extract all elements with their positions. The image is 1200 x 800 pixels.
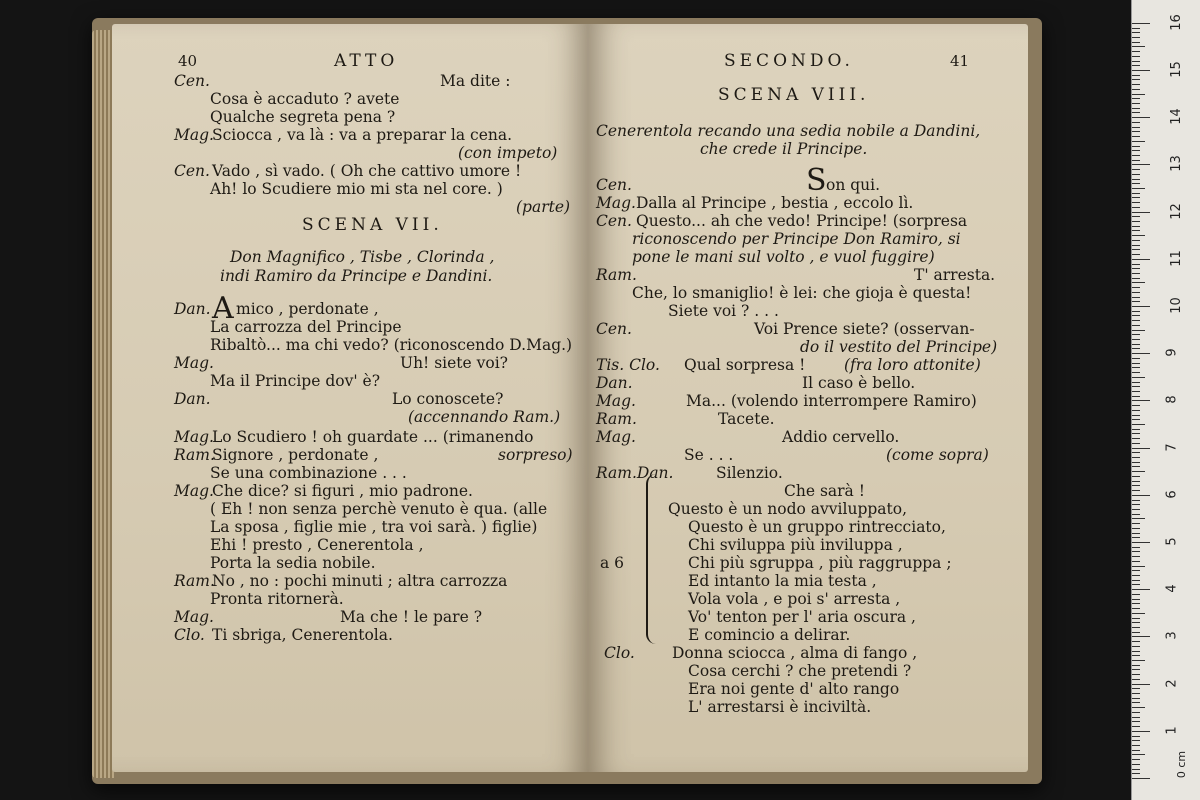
text-line: Ram. (174, 572, 215, 590)
ruler-tick (1132, 410, 1140, 411)
ruler-tick (1132, 726, 1140, 727)
ruler-tick (1132, 207, 1140, 208)
ruler-tick (1132, 188, 1145, 189)
ruler-tick (1132, 386, 1140, 387)
ruler-tick (1132, 32, 1140, 33)
text-line: Tis. Clo. (596, 356, 660, 374)
ruler-tick (1132, 622, 1140, 623)
ensemble-brace (646, 474, 660, 644)
text-line: (accennando Ram.) (408, 408, 561, 426)
text-line: Donna sciocca , alma di fango , (672, 644, 918, 662)
ruler-tick (1132, 183, 1140, 184)
text-line: No , no : pochi minuti ; altra carrozza (212, 572, 508, 590)
ruler-tick (1132, 448, 1150, 449)
ruler-tick (1132, 500, 1140, 501)
ruler-tick (1132, 315, 1140, 316)
ruler-tick (1132, 698, 1140, 699)
ruler-tick (1132, 580, 1140, 581)
ruler-tick (1132, 773, 1140, 774)
ruler-tick (1132, 721, 1140, 722)
ruler-number: 15 (1168, 61, 1184, 78)
text-line: sorpreso) (498, 446, 573, 464)
text-line: Mag. (174, 482, 214, 500)
text-line: Mag. (596, 428, 636, 446)
text-line: Cosa è accaduto ? avete (210, 90, 400, 108)
text-line: Chi più sgruppa , più raggruppa ; (688, 554, 952, 572)
ruler-tick (1132, 353, 1150, 354)
ruler-number: 6 (1164, 490, 1180, 499)
ruler-tick (1132, 367, 1140, 368)
ruler-tick (1132, 636, 1150, 637)
text-line: Cen. (596, 176, 632, 194)
text-line: (parte) (516, 198, 571, 216)
text-line: S (806, 163, 827, 198)
ruler-number: 12 (1168, 202, 1184, 220)
text-line: Se . . . (684, 446, 734, 464)
ruler-tick (1132, 174, 1140, 175)
book-page-edges (92, 30, 114, 778)
ruler-tick (1132, 136, 1140, 137)
text-line: Se una combinazione . . . (210, 464, 407, 482)
ruler-tick (1132, 334, 1140, 335)
ruler-tick (1132, 443, 1140, 444)
ruler-tick (1132, 438, 1140, 439)
ruler-tick (1132, 240, 1140, 241)
text-line: (come sopra) (886, 446, 989, 464)
text-line: Don Magnifico , Tisbe , Clorinda , (230, 248, 495, 266)
ruler-tick (1132, 28, 1140, 29)
text-line: Qualche segreta pena ? (210, 108, 396, 126)
ruler-tick (1132, 745, 1140, 746)
ruler-number: 10 (1168, 297, 1184, 314)
ruler-tick (1132, 42, 1140, 43)
text-line: indi Ramiro da Principe e Dandini. (220, 267, 493, 285)
ruler-tick (1132, 226, 1140, 227)
text-line: Sciocca , va là : va a preparar la cena. (212, 126, 513, 144)
ruler-tick (1132, 740, 1140, 741)
text-line: Mag. (174, 608, 214, 626)
ruler-tick (1132, 419, 1140, 420)
text-line: Qual sorpresa ! (684, 356, 806, 374)
ruler-number: 8 (1164, 395, 1180, 405)
text-line: on qui. (826, 176, 881, 194)
ruler-tick (1132, 660, 1145, 661)
text-line: Ma che ! le pare ? (340, 608, 482, 626)
text-line: ( Eh ! non senza perchè venuto è qua. (alle (210, 500, 548, 518)
ruler-tick (1132, 523, 1140, 524)
text-line: Ram. (596, 266, 637, 284)
text-line: Ram. (596, 410, 637, 428)
text-line: Voi Prence siete? (osservan- (754, 320, 975, 338)
text-line: Ram.Dan. (596, 464, 674, 482)
text-line: Dan. (596, 374, 633, 392)
ruler-number: 5 (1164, 537, 1180, 546)
text-line: Questo è un gruppo rintrecciato, (688, 518, 946, 536)
text-line: Vola vola , e poi s' arresta , (688, 590, 901, 608)
ruler-tick (1132, 561, 1140, 562)
ruler-tick (1132, 61, 1140, 62)
ruler-tick (1132, 702, 1140, 703)
ruler-tick (1132, 197, 1140, 198)
text-line: Che, lo smaniglio! è lei: che gioja è questa! (632, 284, 972, 302)
ruler-tick (1132, 84, 1140, 85)
ruler-tick (1132, 306, 1150, 307)
ruler-number: 4 (1164, 584, 1180, 593)
ruler-tick (1132, 259, 1150, 260)
text-line: Cen. (596, 212, 632, 230)
ruler-tick (1132, 396, 1140, 397)
ruler-number: 7 (1164, 442, 1180, 452)
ruler-tick (1132, 268, 1140, 269)
left-page-number: 40 (178, 52, 198, 70)
ruler-tick (1132, 330, 1145, 331)
ruler-tick (1132, 542, 1150, 543)
ruler-tick (1132, 688, 1140, 689)
right-page-number: 41 (950, 52, 970, 70)
ruler-tick (1132, 509, 1140, 510)
ruler-tick (1132, 344, 1140, 345)
ruler-tick (1132, 311, 1140, 312)
text-line: Ma il Principe dov' è? (210, 372, 381, 390)
ruler-number: 3 (1164, 631, 1180, 641)
ruler-tick (1132, 127, 1140, 128)
ruler-tick (1132, 547, 1140, 548)
ruler-tick (1132, 221, 1140, 222)
ruler-tick (1132, 481, 1140, 482)
ruler-tick (1132, 320, 1140, 321)
ruler-tick (1132, 391, 1140, 392)
text-line: (fra loro attonite) (844, 356, 981, 374)
ruler-tick (1132, 75, 1140, 76)
ruler-tick (1132, 146, 1140, 147)
text-line: Questo... ah che vedo! Principe! (sorpresa (636, 212, 968, 230)
ruler-tick (1132, 202, 1140, 203)
ruler-tick (1132, 575, 1140, 576)
ruler-number: 14 (1168, 108, 1184, 125)
ruler-tick (1132, 618, 1140, 619)
text-line: Mag. (174, 428, 214, 446)
text-line: Mag. (174, 354, 214, 372)
text-line: T' arresta. (914, 266, 996, 284)
ruler-tick (1132, 230, 1140, 231)
ruler-tick (1132, 603, 1140, 604)
text-line: Clo. (604, 644, 635, 662)
text-line: Lo conoscete? (392, 390, 504, 408)
ruler-tick (1132, 669, 1140, 670)
text-line: Che dice? si figuri , mio padrone. (212, 482, 473, 500)
ruler-tick (1132, 65, 1140, 66)
ruler-tick (1132, 556, 1140, 557)
ruler-tick (1132, 155, 1140, 156)
text-line: La sposa , figlie mie , tra voi sarà. ) figlie) (210, 518, 538, 536)
ruler-tick (1132, 372, 1140, 373)
text-line: Cenerentola recando una sedia nobile a Dandini, (596, 122, 981, 140)
ruler-tick (1132, 457, 1140, 458)
text-line: che crede il Principe. (700, 140, 868, 158)
ruler-tick (1132, 23, 1150, 24)
ruler-tick (1132, 528, 1140, 529)
ruler-tick (1132, 537, 1140, 538)
ruler-tick (1132, 103, 1140, 104)
text-line: L' arrestarsi è inciviltà. (688, 698, 872, 716)
ruler-tick (1132, 37, 1140, 38)
ruler-tick (1132, 533, 1140, 534)
ruler-tick (1132, 287, 1140, 288)
text-line: Ma... (volendo interrompere Ramiro) (686, 392, 977, 410)
ruler-tick (1132, 589, 1150, 590)
ruler-tick (1132, 750, 1140, 751)
ruler-number: 2 (1164, 678, 1180, 688)
text-line: a 6 (600, 554, 625, 572)
text-line: A (212, 291, 234, 326)
text-line: do il vestito del Principe) (800, 338, 998, 356)
ruler-tick (1132, 471, 1145, 472)
text-line: Dan. (174, 300, 211, 318)
measuring-ruler (1131, 0, 1200, 800)
text-line: Vo' tenton per l' aria oscura , (688, 608, 916, 626)
ruler-tick (1132, 466, 1140, 467)
ruler-tick (1132, 150, 1140, 151)
ruler-tick (1132, 518, 1145, 519)
ruler-tick (1132, 363, 1140, 364)
ruler-tick (1132, 160, 1140, 161)
ruler-tick (1132, 282, 1145, 283)
ruler-tick (1132, 584, 1140, 585)
ruler-tick (1132, 736, 1140, 737)
ruler-tick (1132, 674, 1140, 675)
ruler-tick (1132, 415, 1140, 416)
text-line: Ed intanto la mia testa , (688, 572, 877, 590)
ruler-tick (1132, 490, 1140, 491)
ruler-tick (1132, 70, 1150, 71)
text-line: Addio cervello. (782, 428, 900, 446)
text-line: Ram. (174, 446, 215, 464)
ruler-tick (1132, 292, 1140, 293)
ruler-tick (1132, 693, 1140, 694)
ruler-number: 16 (1168, 14, 1184, 31)
text-line: Mag. (596, 392, 636, 410)
right-running-head: SECONDO. (724, 51, 854, 71)
text-line: Mag. (174, 126, 214, 144)
text-line: Clo. (174, 626, 205, 644)
ruler-tick (1132, 122, 1140, 123)
ruler-tick (1132, 405, 1140, 406)
text-line: Ah! lo Scudiere mio mi sta nel core. ) (210, 180, 503, 198)
ruler-tick (1132, 655, 1140, 656)
ruler-tick (1132, 632, 1140, 633)
text-line: La carrozza del Principe (210, 318, 402, 336)
text-line: (con impeto) (458, 144, 558, 162)
ruler-tick (1132, 769, 1140, 770)
ruler-tick (1132, 764, 1140, 765)
ruler-tick (1132, 169, 1140, 170)
ruler-tick (1132, 358, 1140, 359)
ruler-tick (1132, 278, 1140, 279)
ruler-tick (1132, 339, 1140, 340)
text-line: Lo Scudiero ! oh guardate ... (rimanendo (212, 428, 534, 446)
ruler-tick (1132, 608, 1140, 609)
text-line: riconoscendo per Principe Don Ramiro, si (632, 230, 961, 248)
text-line: Cen. (174, 72, 210, 90)
text-line: Uh! siete voi? (400, 354, 508, 372)
ruler-number: 1 (1164, 726, 1180, 735)
text-line: Dan. (174, 390, 211, 408)
ruler-tick (1132, 627, 1140, 628)
ruler-tick (1132, 325, 1140, 326)
text-line: Ehi ! presto , Cenerentola , (210, 536, 424, 554)
ruler-tick (1132, 98, 1140, 99)
ruler-number: 9 (1164, 348, 1180, 357)
ruler-tick (1132, 651, 1140, 652)
text-line: Cen. (596, 320, 632, 338)
ruler-tick (1132, 495, 1150, 496)
ruler-tick (1132, 599, 1140, 600)
ruler-tick (1132, 684, 1150, 685)
ruler-tick (1132, 108, 1140, 109)
ruler-tick (1132, 377, 1145, 378)
ruler-tick (1132, 717, 1140, 718)
text-line: Siete voi ? . . . (668, 302, 779, 320)
text-line: Vado , sì vado. ( Oh che cattivo umore ! (212, 162, 522, 180)
text-line: Silenzio. (716, 464, 783, 482)
ruler-tick (1132, 731, 1150, 732)
ruler-tick (1132, 79, 1140, 80)
ruler-tick (1132, 566, 1145, 567)
ruler-tick (1132, 117, 1150, 118)
ruler-tick (1132, 485, 1140, 486)
text-line: Ribaltò... ma chi vedo? (riconoscendo D.Mag.) (210, 336, 573, 354)
ruler-tick (1132, 245, 1140, 246)
ruler-tick (1132, 273, 1140, 274)
text-line: Signore , perdonate , (212, 446, 379, 464)
ruler-tick (1132, 131, 1140, 132)
ruler-tick (1132, 551, 1140, 552)
ruler-tick (1132, 264, 1140, 265)
text-line: Mag. (596, 194, 636, 212)
ruler-tick (1132, 514, 1140, 515)
ruler-tick (1132, 249, 1140, 250)
ruler-tick (1132, 56, 1140, 57)
ruler-tick (1132, 759, 1140, 760)
ruler-number: 11 (1168, 250, 1184, 267)
ruler-tick (1132, 778, 1150, 779)
ruler-tick (1132, 679, 1140, 680)
ruler-tick (1132, 254, 1140, 255)
text-line: Chi sviluppa più inviluppa , (688, 536, 903, 554)
text-line: Ma dite : (440, 72, 511, 90)
ruler-tick (1132, 570, 1140, 571)
ruler-tick (1132, 51, 1140, 52)
ruler-unit-label: 0 cm (1175, 750, 1189, 779)
ruler-tick (1132, 112, 1140, 113)
text-line: Che sarà ! (784, 482, 865, 500)
ruler-tick (1132, 235, 1145, 236)
ruler-tick (1132, 141, 1145, 142)
ruler-tick (1132, 429, 1140, 430)
text-line: E comincio a delirar. (688, 626, 851, 644)
text-line: Cosa cerchi ? che pretendi ? (688, 662, 912, 680)
text-line: Era noi gente d' alto rango (688, 680, 900, 698)
ruler-tick (1132, 216, 1140, 217)
text-line: Questo è un nodo avviluppato, (668, 500, 908, 518)
ruler-tick (1132, 707, 1145, 708)
ruler-tick (1132, 212, 1150, 213)
ruler-tick (1132, 476, 1140, 477)
ruler-tick (1132, 179, 1140, 180)
ruler-tick (1132, 297, 1140, 298)
scene-heading: SCENA VII. (302, 215, 443, 235)
ruler-tick (1132, 665, 1140, 666)
ruler-tick (1132, 641, 1140, 642)
text-line: pone le mani sul volto , e vuol fuggire) (632, 248, 935, 266)
text-line: Il caso è bello. (802, 374, 916, 392)
ruler-tick (1132, 164, 1150, 165)
ruler-tick (1132, 46, 1145, 47)
right-page (588, 24, 1028, 772)
ruler-tick (1132, 348, 1140, 349)
ruler-tick (1132, 646, 1140, 647)
text-line: Tacete. (718, 410, 775, 428)
ruler-tick (1132, 462, 1140, 463)
ruler-number: 13 (1168, 155, 1184, 173)
ruler-tick (1132, 424, 1145, 425)
ruler-tick (1132, 193, 1140, 194)
ruler-tick (1132, 712, 1140, 713)
ruler-tick (1132, 400, 1150, 401)
ruler-tick (1132, 89, 1140, 90)
text-line: Porta la sedia nobile. (210, 554, 376, 572)
ruler-tick (1132, 504, 1140, 505)
ruler-tick (1132, 94, 1145, 95)
text-line: Dalla al Principe , bestia , eccolo lì. (636, 194, 914, 212)
left-page (112, 24, 588, 772)
ruler-tick (1132, 613, 1145, 614)
ruler-tick (1132, 754, 1145, 755)
text-line: Pronta ritornerà. (210, 590, 344, 608)
ruler-tick (1132, 382, 1140, 383)
text-line: mico , perdonate , (236, 300, 379, 318)
scene-heading: SCENA VIII. (718, 85, 870, 105)
ruler-tick (1132, 433, 1140, 434)
text-line: Ti sbriga, Cenerentola. (212, 626, 393, 644)
ruler-tick (1132, 452, 1140, 453)
left-running-head: ATTO (334, 51, 399, 71)
ruler-tick (1132, 301, 1140, 302)
text-line: Cen. (174, 162, 210, 180)
ruler-tick (1132, 594, 1140, 595)
